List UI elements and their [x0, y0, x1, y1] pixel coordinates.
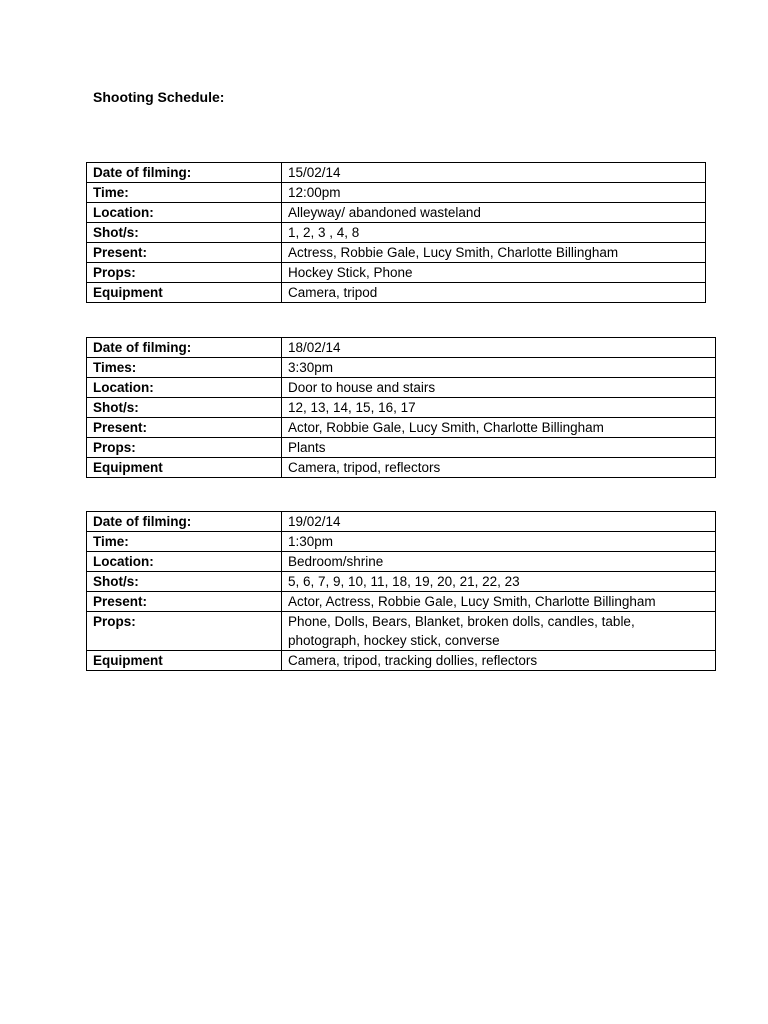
row-label: Times:	[87, 358, 282, 378]
row-label: Shot/s:	[87, 223, 282, 243]
row-value: 1:30pm	[282, 532, 716, 552]
table-row	[87, 163, 706, 183]
row-label: Shot/s:	[87, 398, 282, 418]
table-row	[87, 418, 716, 438]
table-row	[87, 612, 716, 651]
table-row	[87, 572, 716, 592]
row-value: Door to house and stairs	[282, 378, 716, 398]
table-row	[87, 378, 716, 398]
schedule-table-3	[86, 511, 716, 671]
page-title: Shooting Schedule:	[93, 89, 225, 105]
table-row	[87, 438, 716, 458]
row-value: Actor, Robbie Gale, Lucy Smith, Charlotte Billingham	[282, 418, 716, 438]
row-value: Phone, Dolls, Bears, Blanket, broken dolls, candles, table, photograph, hockey stick, converse	[282, 612, 716, 651]
row-value: 5, 6, 7, 9, 10, 11, 18, 19, 20, 21, 22, 23	[282, 572, 716, 592]
row-value: 12, 13, 14, 15, 16, 17	[282, 398, 716, 418]
table-row	[87, 651, 716, 671]
row-value: Bedroom/shrine	[282, 552, 716, 572]
row-value: Camera, tripod, reflectors	[282, 458, 716, 478]
row-value: 1, 2, 3 , 4, 8	[282, 223, 706, 243]
row-label: Present:	[87, 592, 282, 612]
table-row	[87, 552, 716, 572]
row-label: Equipment	[87, 651, 282, 671]
row-label: Date of filming:	[87, 163, 282, 183]
row-value: Camera, tripod, tracking dollies, reflectors	[282, 651, 716, 671]
row-label: Present:	[87, 243, 282, 263]
table-row	[87, 283, 706, 303]
row-label: Props:	[87, 438, 282, 458]
table-row	[87, 592, 716, 612]
row-value: Alleyway/ abandoned wasteland	[282, 203, 706, 223]
row-value: 3:30pm	[282, 358, 716, 378]
table-row	[87, 263, 706, 283]
table-row	[87, 532, 716, 552]
row-value: 12:00pm	[282, 183, 706, 203]
row-label: Date of filming:	[87, 338, 282, 358]
row-value: 18/02/14	[282, 338, 716, 358]
row-label: Location:	[87, 203, 282, 223]
row-value: Hockey Stick, Phone	[282, 263, 706, 283]
row-value: 19/02/14	[282, 512, 716, 532]
schedule-table-2	[86, 337, 716, 478]
table-row	[87, 458, 716, 478]
row-value: Actress, Robbie Gale, Lucy Smith, Charlotte Billingham	[282, 243, 706, 263]
schedule-table-1	[86, 162, 706, 303]
row-label: Time:	[87, 183, 282, 203]
row-value: Plants	[282, 438, 716, 458]
row-value: Actor, Actress, Robbie Gale, Lucy Smith, Charlotte Billingham	[282, 592, 716, 612]
table-row	[87, 358, 716, 378]
row-label: Props:	[87, 612, 282, 651]
table-row	[87, 243, 706, 263]
row-label: Present:	[87, 418, 282, 438]
table-row	[87, 183, 706, 203]
row-label: Date of filming:	[87, 512, 282, 532]
row-label: Equipment	[87, 283, 282, 303]
row-value: 15/02/14	[282, 163, 706, 183]
row-label: Location:	[87, 378, 282, 398]
row-label: Equipment	[87, 458, 282, 478]
row-label: Shot/s:	[87, 572, 282, 592]
row-label: Location:	[87, 552, 282, 572]
table-row	[87, 512, 716, 532]
table-row	[87, 223, 706, 243]
row-value: Camera, tripod	[282, 283, 706, 303]
row-label: Props:	[87, 263, 282, 283]
table-row	[87, 338, 716, 358]
table-row	[87, 398, 716, 418]
table-row	[87, 203, 706, 223]
row-label: Time:	[87, 532, 282, 552]
